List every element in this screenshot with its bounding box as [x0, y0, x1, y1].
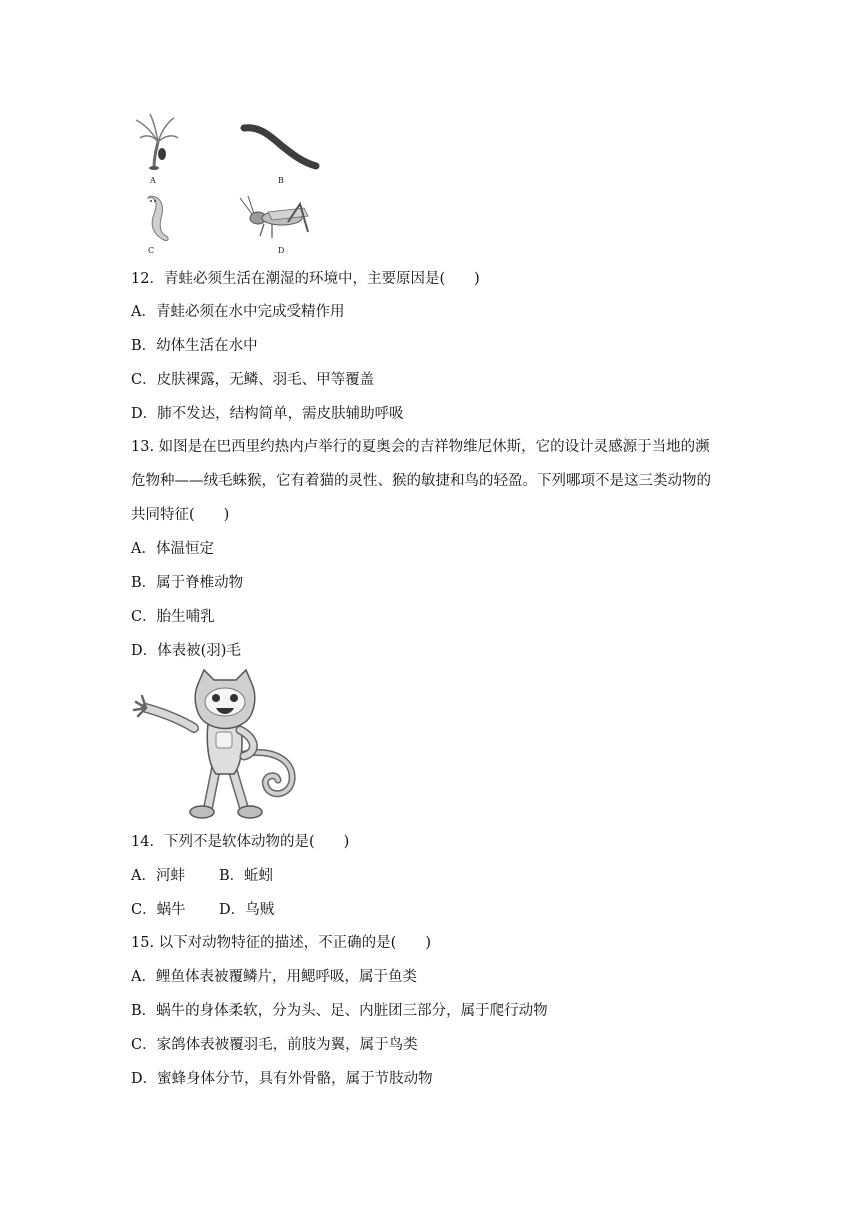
mascot-icon — [132, 668, 302, 820]
q14-option-b: B．蚯蚓 — [219, 868, 274, 884]
animals-figure — [128, 112, 328, 260]
planarian-icon — [138, 194, 178, 244]
grasshopper-icon — [238, 196, 318, 244]
q15-option-d: D．蜜蜂身体分节，具有外骨骼，属于节肢动物 — [131, 1071, 433, 1087]
figure-label-d: D — [278, 246, 285, 255]
q13-option-a: A．体温恒定 — [131, 541, 214, 557]
q12-option-a: A．青蛙必须在水中完成受精作用 — [131, 304, 345, 320]
figure-label-b: B — [278, 176, 284, 185]
q12-stem: 12．青蛙必须生活在潮湿的环境中，主要原因是( ) — [131, 271, 480, 287]
q14-option-c: C．蜗牛 — [131, 902, 186, 918]
q15-option-b: B．蜗牛的身体柔软，分为头、足、内脏团三部分，属于爬行动物 — [131, 1003, 548, 1019]
q13-option-c: C．胎生哺乳 — [131, 609, 215, 625]
q13-stem-line-1: 13. 如图是在巴西里约热内卢举行的夏奥会的吉祥物维尼休斯，它的设计灵感源于当地的濒 — [131, 439, 710, 455]
q13-option-b: B．属于脊椎动物 — [131, 575, 244, 591]
q14-option-a: A．河蚌 — [131, 868, 185, 884]
q12-option-b: B．幼体生活在水中 — [131, 338, 258, 354]
hydra-icon — [130, 112, 180, 170]
q14-option-d: D．乌贼 — [219, 902, 275, 918]
q13-option-d: D．体表被(羽)毛 — [131, 643, 241, 659]
q13-stem-line-2: 危物种——绒毛蛛猴，它有着猫的灵性、猴的敏捷和鸟的轻盈。下列哪项不是这三类动物的 — [131, 473, 711, 489]
figure-label-c: C — [148, 246, 155, 255]
earthworm-icon — [240, 122, 320, 172]
q12-option-c: C．皮肤裸露，无鳞、羽毛、甲等覆盖 — [131, 372, 375, 388]
q15-option-a: A．鲤鱼体表被覆鳞片，用鳃呼吸，属于鱼类 — [131, 969, 417, 985]
q14-stem: 14．下列不是软体动物的是( ) — [131, 834, 350, 850]
q14-options-row-2 — [131, 900, 274, 920]
q15-stem: 15. 以下对动物特征的描述，不正确的是( ) — [131, 935, 431, 951]
q13-stem-line-3: 共同特征( ) — [131, 507, 230, 523]
q12-option-d: D．肺不发达，结构简单，需皮肤辅助呼吸 — [131, 406, 404, 422]
q14-options-row-1 — [131, 866, 273, 886]
q15-option-c: C．家鸽体表被覆羽毛，前肢为翼，属于鸟类 — [131, 1037, 418, 1053]
figure-label-a: A — [150, 176, 156, 185]
